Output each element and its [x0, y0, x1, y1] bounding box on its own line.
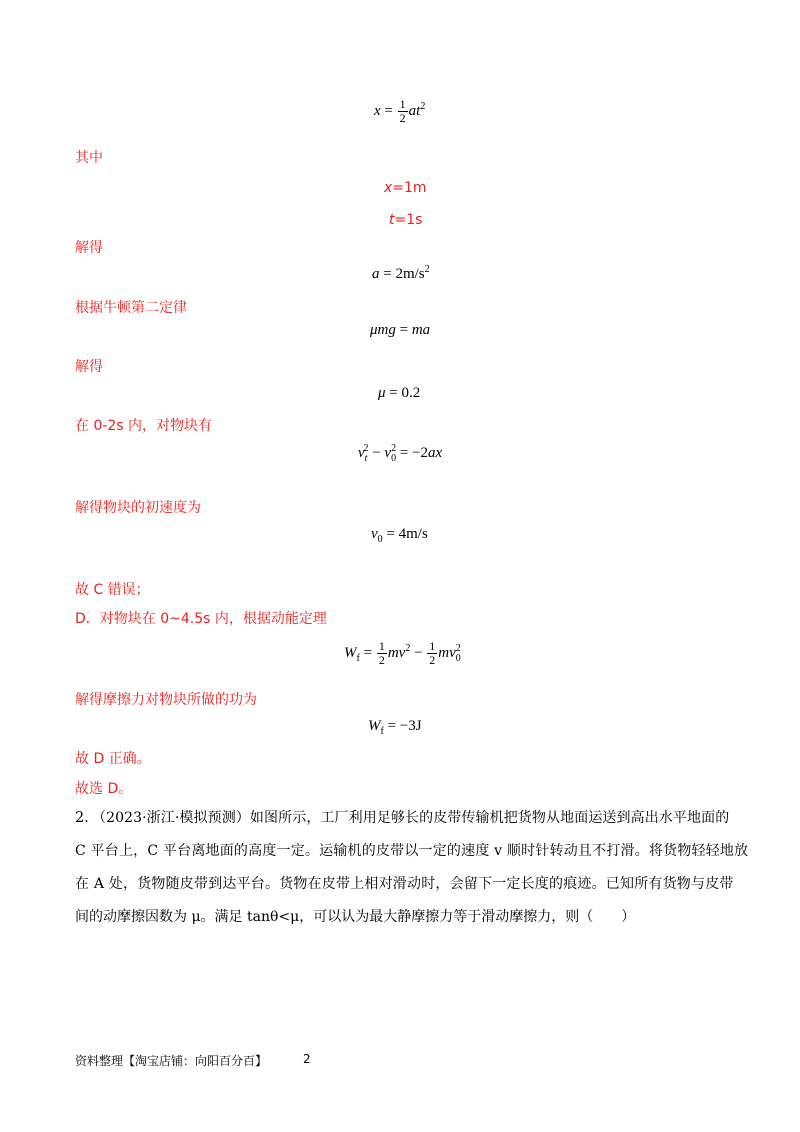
label-initial-velocity: 解得物块的初速度为 — [75, 500, 201, 516]
label-friction-work: 解得摩擦力对物块所做的功为 — [75, 692, 257, 708]
page-number: 2 — [303, 1052, 311, 1066]
equation-work-energy: $W_f$ = $\frac{1}{2}$ $mv^2$ − $\frac{1}{2}$ $mv_0^2$ — [344, 639, 461, 667]
question-number: 2． — [75, 810, 99, 826]
equation-initial-velocity: $v_0 = 4m/s$ — [371, 526, 428, 545]
label-qizhong: 其中 — [75, 150, 103, 166]
given-time: t=1s — [389, 212, 423, 228]
equation-kinematics: $v_t^2 - v_0^2 = -2ax$ — [358, 443, 443, 464]
label-jiede-1: 解得 — [75, 240, 103, 256]
equation-acceleration: $a = 2m/s^2$ — [372, 264, 430, 282]
conclusion-d-right: 故 D 正确。 — [75, 751, 151, 767]
conclusion-c-wrong: 故 C 错误； — [75, 582, 150, 598]
label-jiede-2: 解得 — [75, 359, 103, 375]
equation-newton: μmg = ma — [370, 322, 431, 338]
label-interval-0-2s: 在 0-2s 内，对物块有 — [75, 418, 213, 434]
label-newton-second-law: 根据牛顿第二定律 — [75, 300, 187, 316]
equation-friction-coefficient: μ = 0.2 — [378, 385, 421, 401]
question-line-2: C 平台上，C 平台离地面的高度一定。运输机的皮带以一定的速度 v 顺时针转动且不打滑。将货物轻轻地放 — [75, 843, 749, 859]
equation-friction-work: $W_f = -3J$ — [368, 718, 422, 737]
question-line-4: 间的动摩擦因数为 μ。满足 tanθ<μ，可以认为最大静摩擦力等于滑动摩擦力，则（ ） — [75, 909, 636, 925]
option-d-intro: D．对物块在 0~4.5s 内，根据动能定理 — [75, 611, 327, 627]
given-displacement: x=1m — [384, 180, 427, 196]
final-answer: 故选 D。 — [75, 781, 133, 797]
equation-displacement: x = $\frac{1}{2}$ $at^2$ — [374, 97, 426, 125]
footer-source: 资料整理【淘宝店铺：向阳百分百】 — [75, 1054, 268, 1068]
question-line-1: （2023·浙江·模拟预测）如图所示，工厂利用足够长的皮带传输机把货物从地面运送到高出水平地面的 — [92, 810, 730, 826]
question-line-3: 在 A 处，货物随皮带到达平台。货物在皮带上相对滑动时，会留下一定长度的痕迹。已知所有货物与皮带 — [75, 876, 734, 892]
